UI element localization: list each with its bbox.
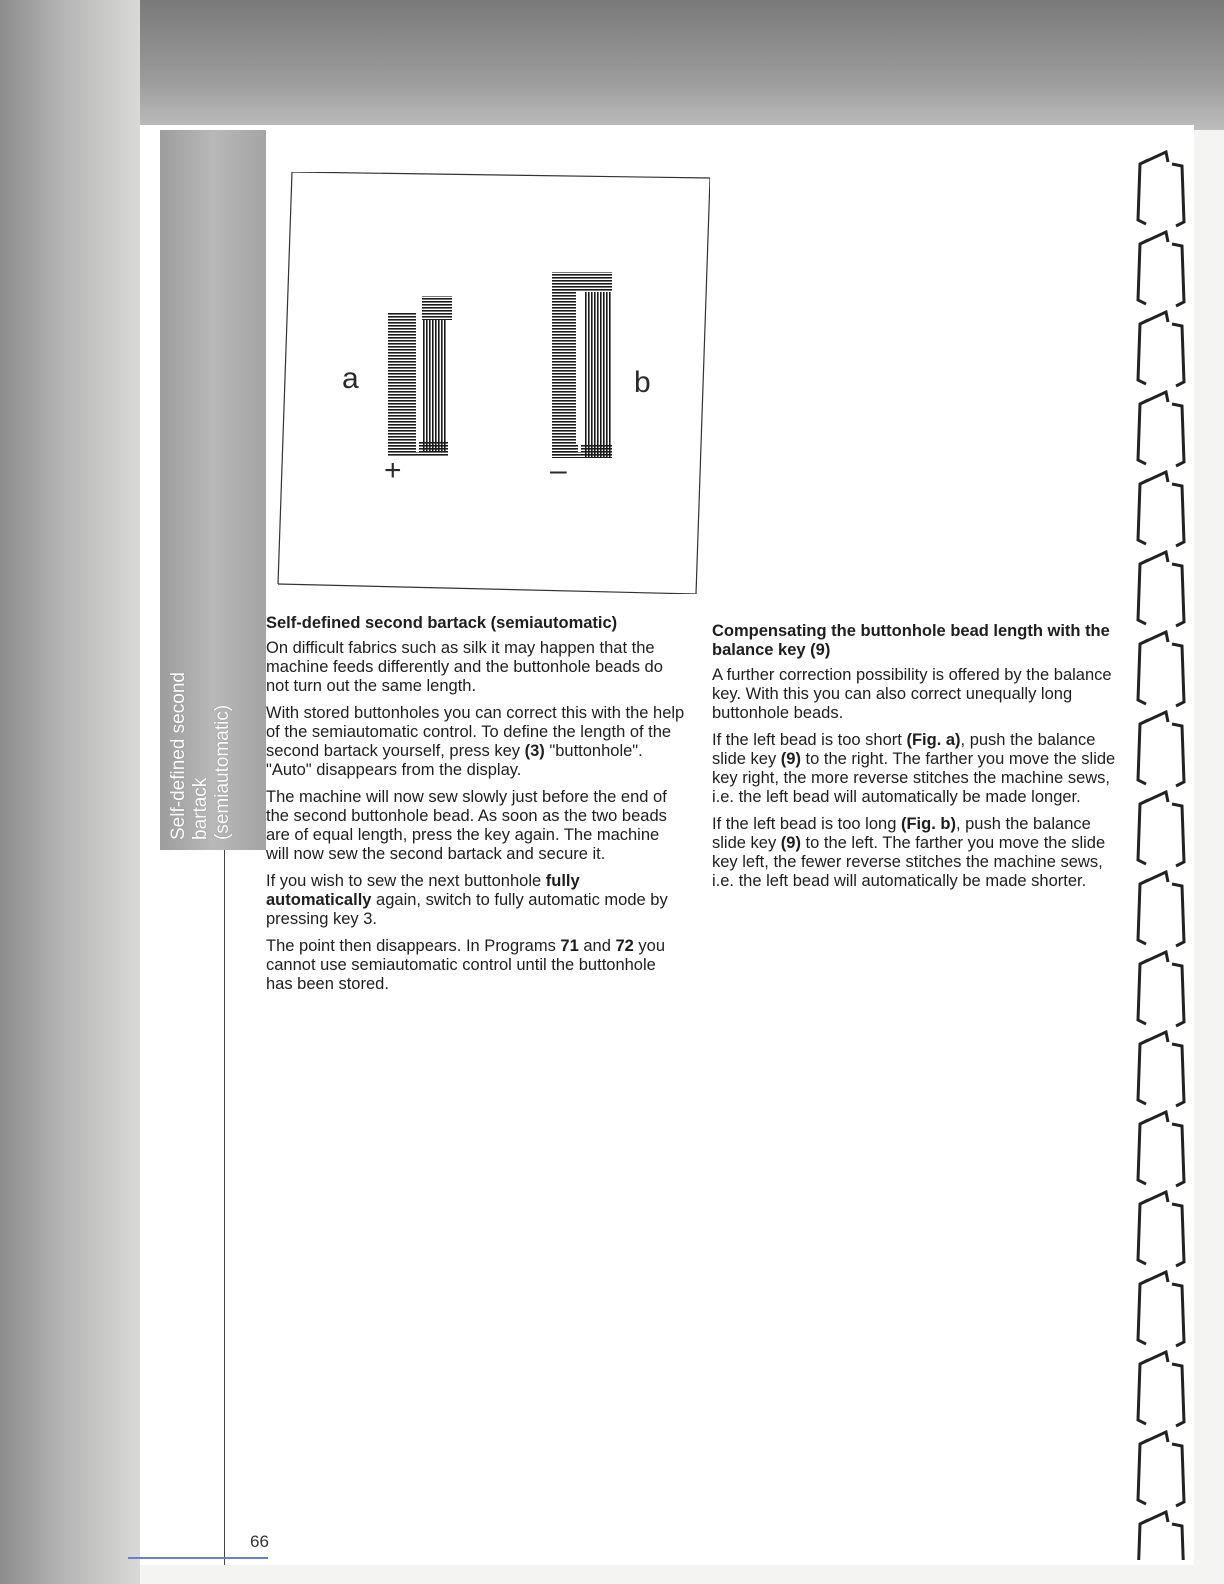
binding-ring bbox=[1138, 312, 1184, 386]
binding-ring bbox=[1138, 472, 1184, 546]
left-p5-text-a: The point then disappears. In Programs bbox=[266, 937, 561, 955]
left-heading: Self-defined second bartack (semiautomatic) bbox=[266, 614, 618, 632]
figure-sign-plus: + bbox=[384, 454, 402, 487]
binding-ring bbox=[1138, 1432, 1184, 1506]
left-column bbox=[266, 614, 686, 1002]
buttonhole-b bbox=[552, 272, 612, 458]
binding-ring bbox=[1138, 552, 1184, 626]
binding-ring bbox=[1138, 1272, 1184, 1346]
left-p2-key: (3) bbox=[524, 742, 545, 760]
left-paragraph-1: On difficult fabrics such as silk it may happen that the machine feeds differently and the buttonhole beads do not turn out the same length. bbox=[266, 639, 663, 695]
right-heading: Compensating the buttonhole bead length with the balance key (9) bbox=[712, 622, 1110, 659]
left-paragraph-5 bbox=[266, 937, 686, 994]
right-p2-key: (9) bbox=[780, 750, 801, 768]
binding-ring bbox=[1138, 232, 1184, 306]
right-paragraph-2 bbox=[712, 731, 1128, 807]
figure-label-a: a bbox=[342, 362, 359, 395]
right-paragraph-3 bbox=[712, 815, 1128, 891]
left-p4-text-b: again, switch to fully automatic mode by pressing key 3. bbox=[266, 891, 668, 928]
right-p2-text-a: If the left bead is too short bbox=[712, 731, 907, 749]
buttonhole-a bbox=[388, 296, 452, 456]
figure-label-b: b bbox=[634, 366, 651, 399]
left-p2-text-a: With stored buttonholes you can correct this with the help of the semiautomatic control. To define the length of the second bartack yourself, press key bbox=[266, 704, 685, 760]
section-tab-line-2: bartack bbox=[190, 777, 211, 840]
frame-left bbox=[278, 172, 292, 584]
buttonhole-figure bbox=[276, 172, 710, 594]
binding-ring bbox=[1138, 152, 1184, 226]
binding-ring bbox=[1138, 1192, 1184, 1266]
left-p4-bold: fully automatically bbox=[266, 872, 580, 909]
scan-left-shadow bbox=[0, 0, 140, 1584]
left-p4-text-a: If you wish to sew the next buttonhole bbox=[266, 872, 546, 890]
right-p3-text-a: If the left bead is too long bbox=[712, 815, 901, 833]
binding-ring bbox=[1138, 872, 1184, 946]
right-paragraph-1: A further correction possibility is offered by the balance key. With this you can also correct unequally long buttonhole beads. bbox=[712, 666, 1112, 722]
binding-ring bbox=[1138, 952, 1184, 1026]
left-paragraph-2 bbox=[266, 704, 686, 780]
scan-top-shadow bbox=[0, 0, 1224, 130]
binding-ring bbox=[1138, 792, 1184, 866]
left-paragraph-3: The machine will now sew slowly just before the end of the second buttonhole bead. As soon as the two beads are of equal length, press the key again. The machine will now sew the second bartack and secure it. bbox=[266, 788, 667, 863]
right-p3-fig: (Fig. b) bbox=[900, 815, 956, 833]
right-p3-text-c: to the left. The farther you move the slide key left, the fewer reverse stitches the machine sews, i.e. the left bead will automatically be made shorter. bbox=[712, 834, 1106, 890]
section-tab-line-1: Self-defined second bbox=[168, 672, 189, 840]
binding-ring bbox=[1138, 1112, 1184, 1186]
binding-ring bbox=[1138, 712, 1184, 786]
spiral-binding bbox=[1126, 130, 1206, 1560]
figure-sign-minus: – bbox=[550, 454, 567, 487]
right-p3-text-b: , push the balance slide key bbox=[712, 815, 1091, 852]
binding-ring bbox=[1138, 632, 1184, 706]
bottom-edge-line bbox=[128, 1557, 268, 1559]
right-p2-fig: (Fig. a) bbox=[906, 731, 961, 749]
left-p5-program-72: 72 bbox=[615, 937, 634, 955]
frame-top bbox=[292, 172, 710, 178]
binding-ring bbox=[1138, 392, 1184, 466]
right-p2-text-c: to the right. The farther you move the slide key right, the more reverse stitches the machine sews, i.e. the left bead will automatically be made longer. bbox=[712, 750, 1116, 806]
binding-ring bbox=[1138, 1512, 1184, 1560]
binding-ring bbox=[1138, 1352, 1184, 1426]
left-p5-program-71: 71 bbox=[560, 937, 579, 955]
right-p3-key: (9) bbox=[780, 834, 801, 852]
margin-rule bbox=[224, 850, 225, 1565]
left-p5-and: and bbox=[578, 937, 616, 955]
right-column bbox=[712, 622, 1128, 899]
section-tab-line-3: (semiautomatic) bbox=[212, 704, 233, 840]
left-paragraph-4 bbox=[266, 872, 686, 929]
frame-bottom bbox=[278, 584, 696, 594]
frame-right bbox=[696, 178, 710, 594]
section-tab-label bbox=[168, 650, 248, 840]
page-number: 66 bbox=[250, 1532, 269, 1551]
left-p2-text-b: "buttonhole". "Auto" disappears from the display. bbox=[266, 742, 643, 779]
right-p2-text-b: , push the balance slide key bbox=[712, 731, 1096, 768]
binding-ring bbox=[1138, 1032, 1184, 1106]
left-p5-text-b: you cannot use semiautomatic control until the buttonhole has been stored. bbox=[266, 937, 666, 993]
